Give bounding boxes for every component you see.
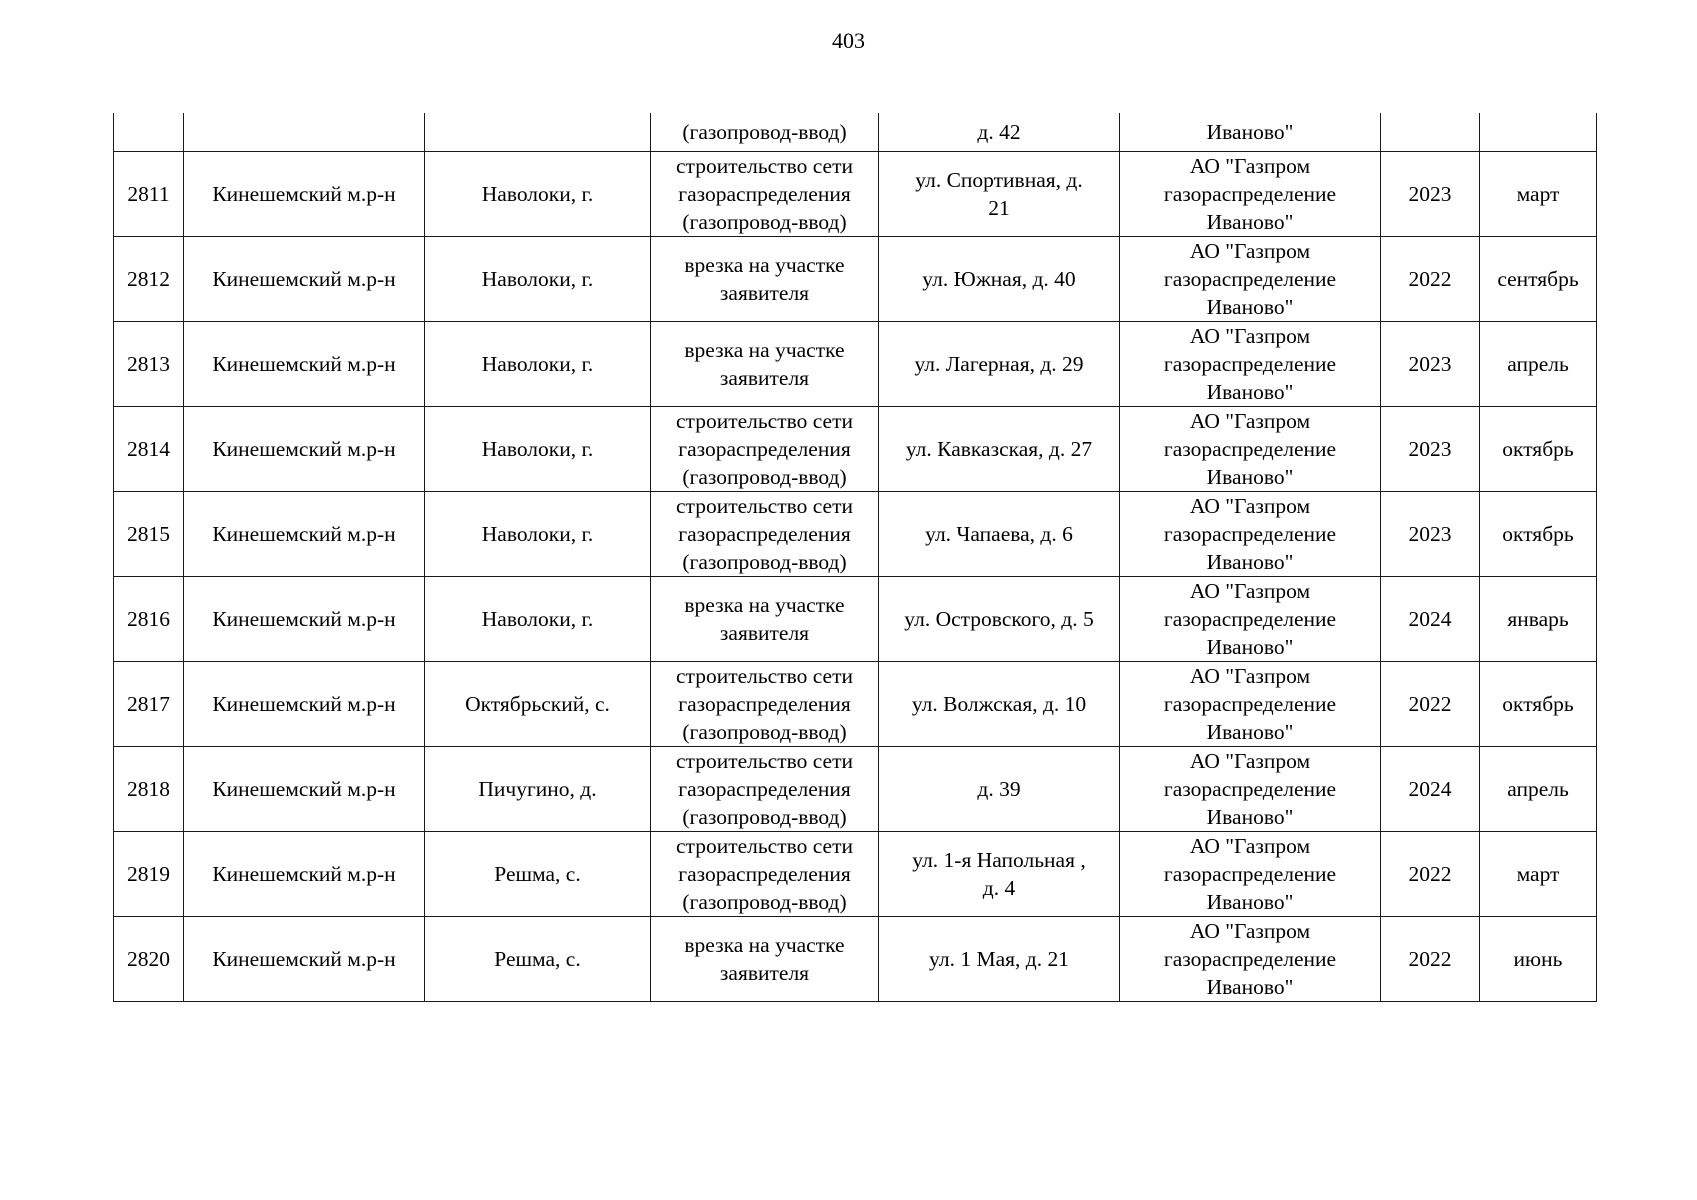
cell-settlement: Наволоки, г. (425, 407, 651, 492)
cell-org-line: газораспределение (1163, 522, 1337, 546)
cell-org-line: газораспределение (1163, 607, 1337, 631)
page-number: 403 (832, 28, 865, 53)
cell-org-line: АО "Газпром (1189, 749, 1311, 773)
cell-year: 2024 (1381, 747, 1480, 832)
cell-org-line: Иваново" (1206, 975, 1294, 999)
cell-year: 2022 (1381, 917, 1480, 1002)
cell-work-line: газораспределения (678, 692, 851, 716)
cell-address (879, 407, 1120, 492)
cell-month (1480, 113, 1597, 152)
table-row (114, 917, 1597, 1002)
cell-address (879, 832, 1120, 917)
cell-num: 2816 (114, 577, 184, 662)
cell-district (184, 113, 425, 152)
cell-work-line: строительство сети (676, 494, 853, 518)
cell-settlement: Октябрьский, с. (425, 662, 651, 747)
cell-district: Кинешемский м.р-н (184, 747, 425, 832)
cell-year: 2024 (1381, 577, 1480, 662)
cell-work-line: (газопровод-ввод) (682, 890, 847, 914)
cell-address (879, 577, 1120, 662)
cell-work-line: (газопровод-ввод) (682, 210, 847, 234)
cell-month: январь (1480, 577, 1597, 662)
cell-year: 2022 (1381, 832, 1480, 917)
cell-work (651, 917, 879, 1002)
cell-district: Кинешемский м.р-н (184, 152, 425, 237)
cell-org-line: газораспределение (1163, 777, 1337, 801)
cell-org (1120, 322, 1381, 407)
cell-work-line: строительство сети (676, 154, 853, 178)
cell-address (879, 917, 1120, 1002)
cell-org-line: Иваново" (1206, 295, 1294, 319)
cell-org-line: Иваново" (1206, 550, 1294, 574)
cell-work-line: заявителя (719, 281, 810, 305)
cell-district: Кинешемский м.р-н (184, 492, 425, 577)
table-row (114, 407, 1597, 492)
cell-settlement: Наволоки, г. (425, 152, 651, 237)
cell-org-line: АО "Газпром (1189, 409, 1311, 433)
cell-work: (газопровод-ввод) (651, 113, 879, 152)
cell-org-line: газораспределение (1163, 182, 1337, 206)
cell-work-line: врезка на участке (684, 933, 845, 957)
cell-org-line: АО "Газпром (1189, 239, 1311, 263)
cell-work (651, 662, 879, 747)
cell-settlement: Наволоки, г. (425, 492, 651, 577)
cell-address-line: д. 4 (982, 876, 1016, 900)
cell-month: октябрь (1480, 662, 1597, 747)
cell-month: март (1480, 152, 1597, 237)
cell-work-line: газораспределения (678, 182, 851, 206)
cell-work (651, 577, 879, 662)
cell-num (114, 113, 184, 152)
cell-address (879, 492, 1120, 577)
table-row (114, 237, 1597, 322)
cell-org-line: Иваново" (1206, 380, 1294, 404)
cell-work-line: газораспределения (678, 522, 851, 546)
cell-work-line: врезка на участке (684, 253, 845, 277)
cell-org-line: АО "Газпром (1189, 919, 1311, 943)
cell-address (879, 152, 1120, 237)
cell-work (651, 407, 879, 492)
cell-work-line: газораспределения (678, 437, 851, 461)
cell-org-line: газораспределение (1163, 692, 1337, 716)
cell-work-line: (газопровод-ввод) (682, 550, 847, 574)
cell-district: Кинешемский м.р-н (184, 322, 425, 407)
cell-work-line: заявителя (719, 621, 810, 645)
cell-num: 2813 (114, 322, 184, 407)
cell-org-line: АО "Газпром (1189, 664, 1311, 688)
cell-num: 2812 (114, 237, 184, 322)
cell-year: 2023 (1381, 152, 1480, 237)
cell-org-line: АО "Газпром (1189, 579, 1311, 603)
table-row (114, 577, 1597, 662)
cell-settlement: Решма, с. (425, 832, 651, 917)
cell-num: 2820 (114, 917, 184, 1002)
table-row (114, 832, 1597, 917)
cell-address-line: ул. Кавказская, д. 27 (905, 437, 1093, 461)
cell-org-line: газораспределение (1163, 947, 1337, 971)
cell-month: октябрь (1480, 492, 1597, 577)
cell-num: 2818 (114, 747, 184, 832)
cell-settlement: Наволоки, г. (425, 237, 651, 322)
cell-month: июнь (1480, 917, 1597, 1002)
cell-org-line: АО "Газпром (1189, 324, 1311, 348)
cell-org-line: Иваново" (1206, 635, 1294, 659)
cell-org-line: Иваново" (1206, 210, 1294, 234)
cell-work (651, 492, 879, 577)
cell-address-line: ул. Южная, д. 40 (922, 267, 1076, 291)
cell-address: д. 42 (879, 113, 1120, 152)
table-row (114, 152, 1597, 237)
cell-month: март (1480, 832, 1597, 917)
cell-org-line: АО "Газпром (1189, 494, 1311, 518)
cell-num: 2811 (114, 152, 184, 237)
cell-org (1120, 492, 1381, 577)
cell-num: 2819 (114, 832, 184, 917)
cell-year: 2022 (1381, 237, 1480, 322)
cell-address-line: ул. Волжская, д. 10 (911, 692, 1087, 716)
cell-district: Кинешемский м.р-н (184, 917, 425, 1002)
cell-work-line: строительство сети (676, 409, 853, 433)
cell-org-line: газораспределение (1163, 352, 1337, 376)
cell-org (1120, 407, 1381, 492)
cell-month: апрель (1480, 322, 1597, 407)
cell-work-line: заявителя (719, 366, 810, 390)
cell-work-line: строительство сети (676, 749, 853, 773)
cell-org-line: АО "Газпром (1189, 834, 1311, 858)
cell-work (651, 237, 879, 322)
cell-org-line: газораспределение (1163, 862, 1337, 886)
cell-address (879, 237, 1120, 322)
cell-district: Кинешемский м.р-н (184, 237, 425, 322)
cell-org-line: Иваново" (1206, 720, 1294, 744)
cell-num: 2817 (114, 662, 184, 747)
cell-work-line: газораспределения (678, 862, 851, 886)
cell-work-line: (газопровод-ввод) (682, 805, 847, 829)
table-row (114, 747, 1597, 832)
cell-address-line: ул. 1-я Напольная , (912, 848, 1086, 872)
cell-org (1120, 832, 1381, 917)
cell-month: октябрь (1480, 407, 1597, 492)
cell-settlement: Наволоки, г. (425, 577, 651, 662)
cell-work-line: врезка на участке (684, 593, 845, 617)
cell-work-line: газораспределения (678, 777, 851, 801)
cell-org-line: АО "Газпром (1189, 154, 1311, 178)
cell-org-line: Иваново" (1206, 890, 1294, 914)
cell-address-line: 21 (988, 196, 1010, 220)
cell-year: 2022 (1381, 662, 1480, 747)
cell-settlement: Пичугино, д. (425, 747, 651, 832)
cell-org (1120, 917, 1381, 1002)
cell-org-line: Иваново" (1206, 465, 1294, 489)
cell-org (1120, 577, 1381, 662)
cell-org-line: Иваново" (1206, 805, 1294, 829)
cell-settlement: Наволоки, г. (425, 322, 651, 407)
cell-work-line: врезка на участке (684, 338, 845, 362)
cell-org (1120, 237, 1381, 322)
cell-district: Кинешемский м.р-н (184, 407, 425, 492)
cell-org-line: газораспределение (1163, 267, 1337, 291)
cell-year: 2023 (1381, 322, 1480, 407)
cell-year: 2023 (1381, 407, 1480, 492)
cell-work-line: строительство сети (676, 834, 853, 858)
cell-org (1120, 662, 1381, 747)
cell-work (651, 747, 879, 832)
table-row (114, 492, 1597, 577)
cell-work (651, 152, 879, 237)
cell-year (1381, 113, 1480, 152)
cell-address (879, 747, 1120, 832)
cell-address-line: ул. Островского, д. 5 (904, 607, 1094, 631)
cell-address-line: ул. 1 Мая, д. 21 (929, 947, 1069, 971)
cell-address-line: ул. Лагерная, д. 29 (914, 352, 1084, 376)
cell-district: Кинешемский м.р-н (184, 662, 425, 747)
gasification-table (113, 113, 1597, 1002)
cell-district: Кинешемский м.р-н (184, 832, 425, 917)
cell-work (651, 832, 879, 917)
cell-work-line: строительство сети (676, 664, 853, 688)
cell-address-line: ул. Чапаева, д. 6 (925, 522, 1073, 546)
table-row (114, 662, 1597, 747)
cell-district: Кинешемский м.р-н (184, 577, 425, 662)
cell-year: 2023 (1381, 492, 1480, 577)
cell-month: апрель (1480, 747, 1597, 832)
cell-address (879, 662, 1120, 747)
cell-month: сентябрь (1480, 237, 1597, 322)
table-row (114, 322, 1597, 407)
cell-org (1120, 747, 1381, 832)
table-row-continuation (114, 113, 1597, 152)
cell-work (651, 322, 879, 407)
cell-org (1120, 152, 1381, 237)
cell-org: Иваново" (1120, 113, 1381, 152)
cell-org-line: газораспределение (1163, 437, 1337, 461)
cell-address-line: ул. Спортивная, д. (915, 168, 1083, 192)
cell-num: 2814 (114, 407, 184, 492)
cell-work-line: (газопровод-ввод) (682, 720, 847, 744)
cell-settlement: Решма, с. (425, 917, 651, 1002)
cell-work-line: заявителя (719, 961, 810, 985)
cell-num: 2815 (114, 492, 184, 577)
cell-address (879, 322, 1120, 407)
cell-work-line: (газопровод-ввод) (682, 465, 847, 489)
cell-settlement (425, 113, 651, 152)
cell-address-line: д. 39 (977, 777, 1021, 801)
table-body (114, 113, 1597, 1002)
